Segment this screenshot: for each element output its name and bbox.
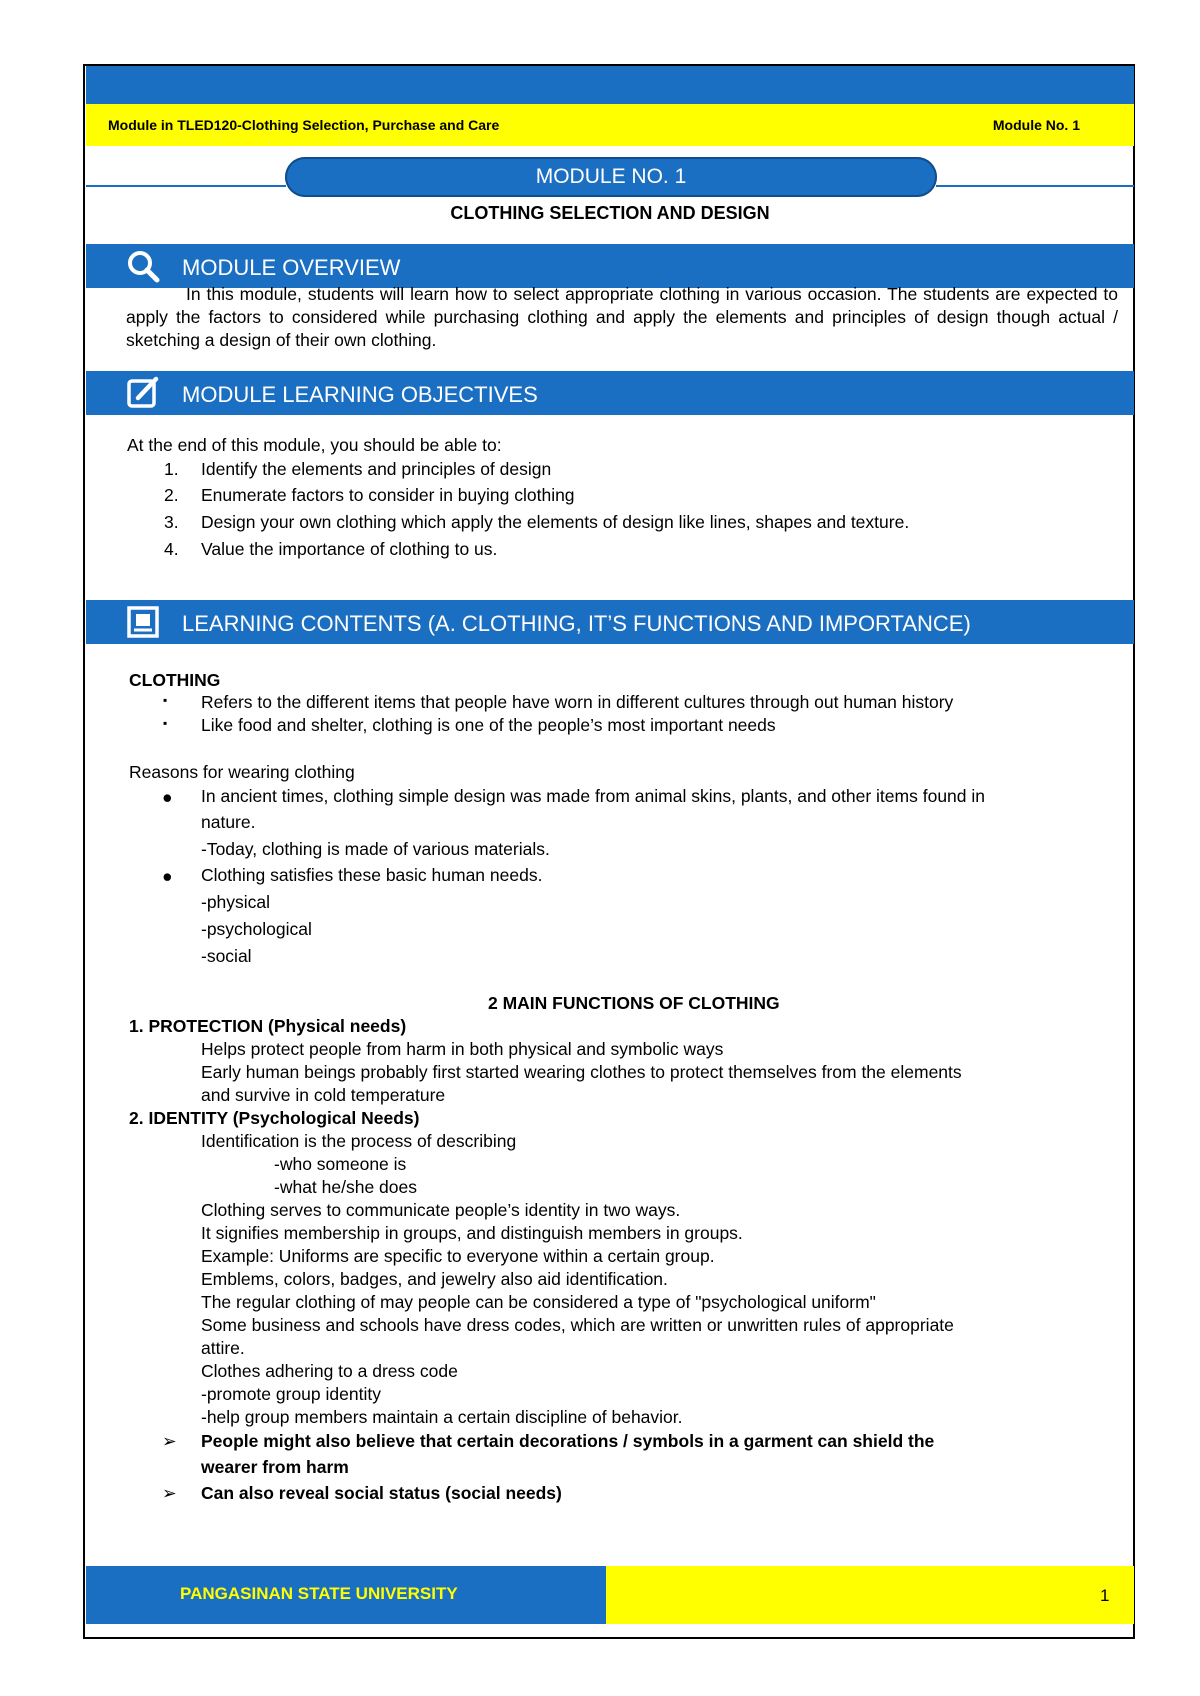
protection-heading: 1. PROTECTION (Physical needs) — [129, 1016, 407, 1036]
arrow-bullet-2: ➢ — [162, 1483, 177, 1503]
arrow-point-2: Can also reveal social status (social needs) — [201, 1483, 562, 1503]
identity-line-10: -help group members maintain a certain discipline of behavior. — [201, 1407, 683, 1427]
top-blue-band — [86, 66, 1134, 104]
header-band — [86, 104, 1134, 146]
objective-number-1: 1. — [164, 459, 179, 479]
reason-1-line-1: In ancient times, clothing simple design was made from animal skins, plants, and other items found in — [201, 786, 985, 806]
protection-line-1: Helps protect people from harm in both physical and symbolic ways — [201, 1039, 724, 1059]
bullet-square-1: ▪ — [163, 693, 168, 707]
bullet-dot-2: ● — [162, 866, 173, 886]
protection-line-3: and survive in cold temperature — [201, 1085, 446, 1105]
objective-item-1: Identify the elements and principles of design — [201, 459, 552, 479]
module-title-text: MODULE NO. 1 — [535, 165, 687, 188]
arrow-point-1-line-2: wearer from harm — [201, 1457, 349, 1477]
objective-item-4: Value the importance of clothing to us. — [201, 539, 498, 559]
reason-2: Clothing satisfies these basic human needs. — [201, 865, 543, 885]
reasons-heading: Reasons for wearing clothing — [129, 762, 355, 782]
section-overview — [86, 244, 1134, 288]
section-contents-title: LEARNING CONTENTS (A. CLOTHING, IT’S FUNCTIONS AND IMPORTANCE) — [182, 611, 971, 636]
identity-heading: 2. IDENTITY (Psychological Needs) — [129, 1108, 420, 1128]
arrow-point-1-line-1: People might also believe that certain decorations / symbols in a garment can shield the — [201, 1431, 935, 1451]
title-rule-left — [86, 185, 286, 187]
identity-line-3: Example: Uniforms are specific to everyone within a certain group. — [201, 1246, 715, 1266]
overview-text: In this module, students will learn how to select appropriate clothing in various occasion. The students are expected to apply the factors to considered while purchasing clothing and apply the elements and principles of design though actual / sketching a design of their own clothing. — [126, 284, 1118, 350]
objectives-intro: At the end of this module, you should be able to: — [127, 435, 502, 455]
identity-line-5: The regular clothing of may people can be considered a type of "psychological uniform" — [201, 1292, 876, 1312]
footer-yellow-band — [606, 1566, 1134, 1624]
clothing-bullet-2: Like food and shelter, clothing is one of the people’s most important needs — [201, 715, 776, 735]
identity-sub-2: -what he/she does — [274, 1177, 418, 1197]
reason-2-sub-3: -social — [201, 946, 252, 966]
bullet-dot-1: ● — [162, 787, 173, 807]
module-subtitle: CLOTHING SELECTION AND DESIGN — [450, 203, 770, 223]
identity-line-8: Clothes adhering to a dress code — [201, 1361, 458, 1381]
objective-item-3: Design your own clothing which apply the elements of design like lines, shapes and texture. — [201, 512, 910, 532]
protection-line-2: Early human beings probably first started wearing clothes to protect themselves from the elements — [201, 1062, 962, 1082]
section-objectives — [86, 371, 1134, 415]
functions-heading: 2 MAIN FUNCTIONS OF CLOTHING — [488, 993, 780, 1013]
module-title — [285, 157, 937, 197]
footer-university: PANGASINAN STATE UNIVERSITY — [180, 1584, 458, 1603]
arrow-bullet-1: ➢ — [162, 1431, 177, 1451]
identity-intro: Identification is the process of describing — [201, 1131, 517, 1151]
bullet-square-2: ▪ — [163, 716, 168, 730]
identity-line-6: Some business and schools have dress codes, which are written or unwritten rules of appropriate — [201, 1315, 954, 1335]
reason-1-sub: -Today, clothing is made of various materials. — [201, 839, 550, 859]
section-contents — [86, 600, 1134, 644]
clothing-heading: CLOTHING — [129, 670, 221, 690]
title-rule-right — [936, 185, 1134, 187]
reason-2-sub-2: -psychological — [201, 919, 312, 939]
identity-line-7: attire. — [201, 1338, 245, 1358]
identity-line-1: Clothing serves to communicate people’s identity in two ways. — [201, 1200, 681, 1220]
identity-line-4: Emblems, colors, badges, and jewelry also aid identification. — [201, 1269, 668, 1289]
section-objectives-title: MODULE LEARNING OBJECTIVES — [182, 382, 538, 407]
header-module-no: Module No. 1 — [992, 117, 1080, 133]
identity-sub-1: -who someone is — [274, 1154, 407, 1174]
objective-number-3: 3. — [164, 512, 179, 532]
edit-icon — [126, 376, 160, 410]
identity-line-9: -promote group identity — [201, 1384, 381, 1404]
clothing-bullet-1: Refers to the different items that people have worn in different cultures through out human history — [201, 692, 954, 712]
section-overview-title: MODULE OVERVIEW — [182, 255, 401, 280]
identity-line-2: It signifies membership in groups, and distinguish members in groups. — [201, 1223, 743, 1243]
header-course: Module in TLED120-Clothing Selection, Purchase and Care — [108, 117, 500, 133]
reason-1-line-2: nature. — [201, 812, 256, 832]
footer-page-number: 1 — [1100, 1586, 1110, 1605]
objective-item-2: Enumerate factors to consider in buying clothing — [201, 485, 575, 505]
reason-2-sub-1: -physical — [201, 892, 271, 912]
search-icon — [126, 249, 160, 283]
book-icon — [126, 605, 160, 639]
objective-number-4: 4. — [164, 539, 179, 559]
objective-number-2: 2. — [164, 485, 179, 505]
